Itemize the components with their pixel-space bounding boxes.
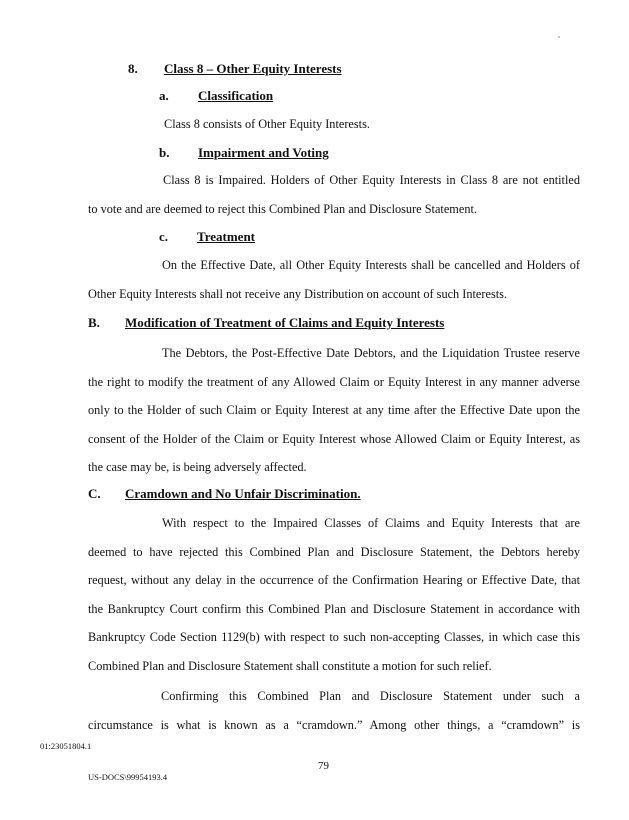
treatment-paragraph: [88, 251, 580, 308]
paragraph-line: the right to modify the treatment of any Allowed Claim or Equity Interest in any manner adverse: [88, 374, 580, 389]
subsection-c-letter: c.: [159, 229, 169, 244]
document-id-bottom: US-DOCS\99954193.4: [88, 772, 168, 782]
subsection-a-heading: Classification: [198, 88, 274, 103]
paragraph-line: the Bankruptcy Court confirm this Combined Plan and Disclosure Statement in accordance with: [88, 601, 580, 616]
subsection-c-heading: Treatment: [197, 229, 255, 244]
scan-speck: [558, 36, 560, 38]
cramdown-paragraph-1: [88, 509, 580, 680]
paragraph-line: the case may be, is being adversely affected.: [88, 460, 307, 474]
modification-paragraph: [88, 339, 580, 482]
paragraph-line: deemed to have rejected this Combined Plan and Disclosure Statement, the Debtors hereby: [88, 544, 580, 559]
page-number: 79: [318, 760, 329, 772]
classification-text: Class 8 consists of Other Equity Interests.: [164, 117, 370, 131]
subsection-a-letter: a.: [159, 88, 169, 103]
section-c-heading: Cramdown and No Unfair Discrimination.: [125, 486, 361, 501]
paragraph-line: Bankruptcy Code Section 1129(b) with respect to such non-accepting Classes, in which case this: [88, 630, 580, 644]
paragraph-line: only to the Holder of such Claim or Equity Interest at any time after the Effective Date upon the: [88, 403, 580, 417]
section-8-number: 8.: [128, 61, 138, 76]
section-c-letter: C.: [88, 486, 101, 501]
paragraph-line: The Debtors, the Post-Effective Date Debtors, and the Liquidation Trustee reserve: [162, 346, 580, 360]
paragraph-line: Combined Plan and Disclosure Statement shall constitute a motion for such relief.: [88, 658, 492, 673]
paragraph-line: With respect to the Impaired Classes of Claims and Equity Interests that are: [162, 516, 580, 530]
paragraph-line: Class 8 is Impaired. Holders of Other Equity Interests in Class 8 are not entitled: [163, 173, 580, 187]
paragraph-line: On the Effective Date, all Other Equity Interests shall be cancelled and Holders of: [162, 258, 580, 272]
cramdown-paragraph-2: [88, 682, 580, 739]
subsection-b-heading: Impairment and Voting: [198, 145, 329, 160]
paragraph-line: request, without any delay in the occurrence of the Confirmation Hearing or Effective Date, that: [88, 573, 580, 587]
document-id-top: 01:23051804.1: [40, 741, 92, 751]
subsection-b-letter: b.: [159, 145, 170, 160]
section-b-heading: Modification of Treatment of Claims and Equity Interests: [125, 315, 445, 330]
paragraph-line: circumstance is what is known as a “cramdown.” Among other things, a “cramdown” is: [88, 717, 580, 732]
paragraph-line: Other Equity Interests shall not receive any Distribution on account of such Interests.: [88, 286, 508, 301]
paragraph-line: consent of the Holder of the Claim or Equity Interest whose Allowed Claim or Equity Interest, as: [88, 431, 580, 446]
section-8-heading: Class 8 – Other Equity Interests: [164, 61, 342, 76]
paragraph-line: to vote and are deemed to reject this Combined Plan and Disclosure Statement.: [88, 201, 477, 216]
paragraph-line: Confirming this Combined Plan and Disclosure Statement under such a: [161, 689, 580, 703]
section-b-letter: B.: [88, 315, 100, 330]
impairment-paragraph: [88, 166, 580, 223]
